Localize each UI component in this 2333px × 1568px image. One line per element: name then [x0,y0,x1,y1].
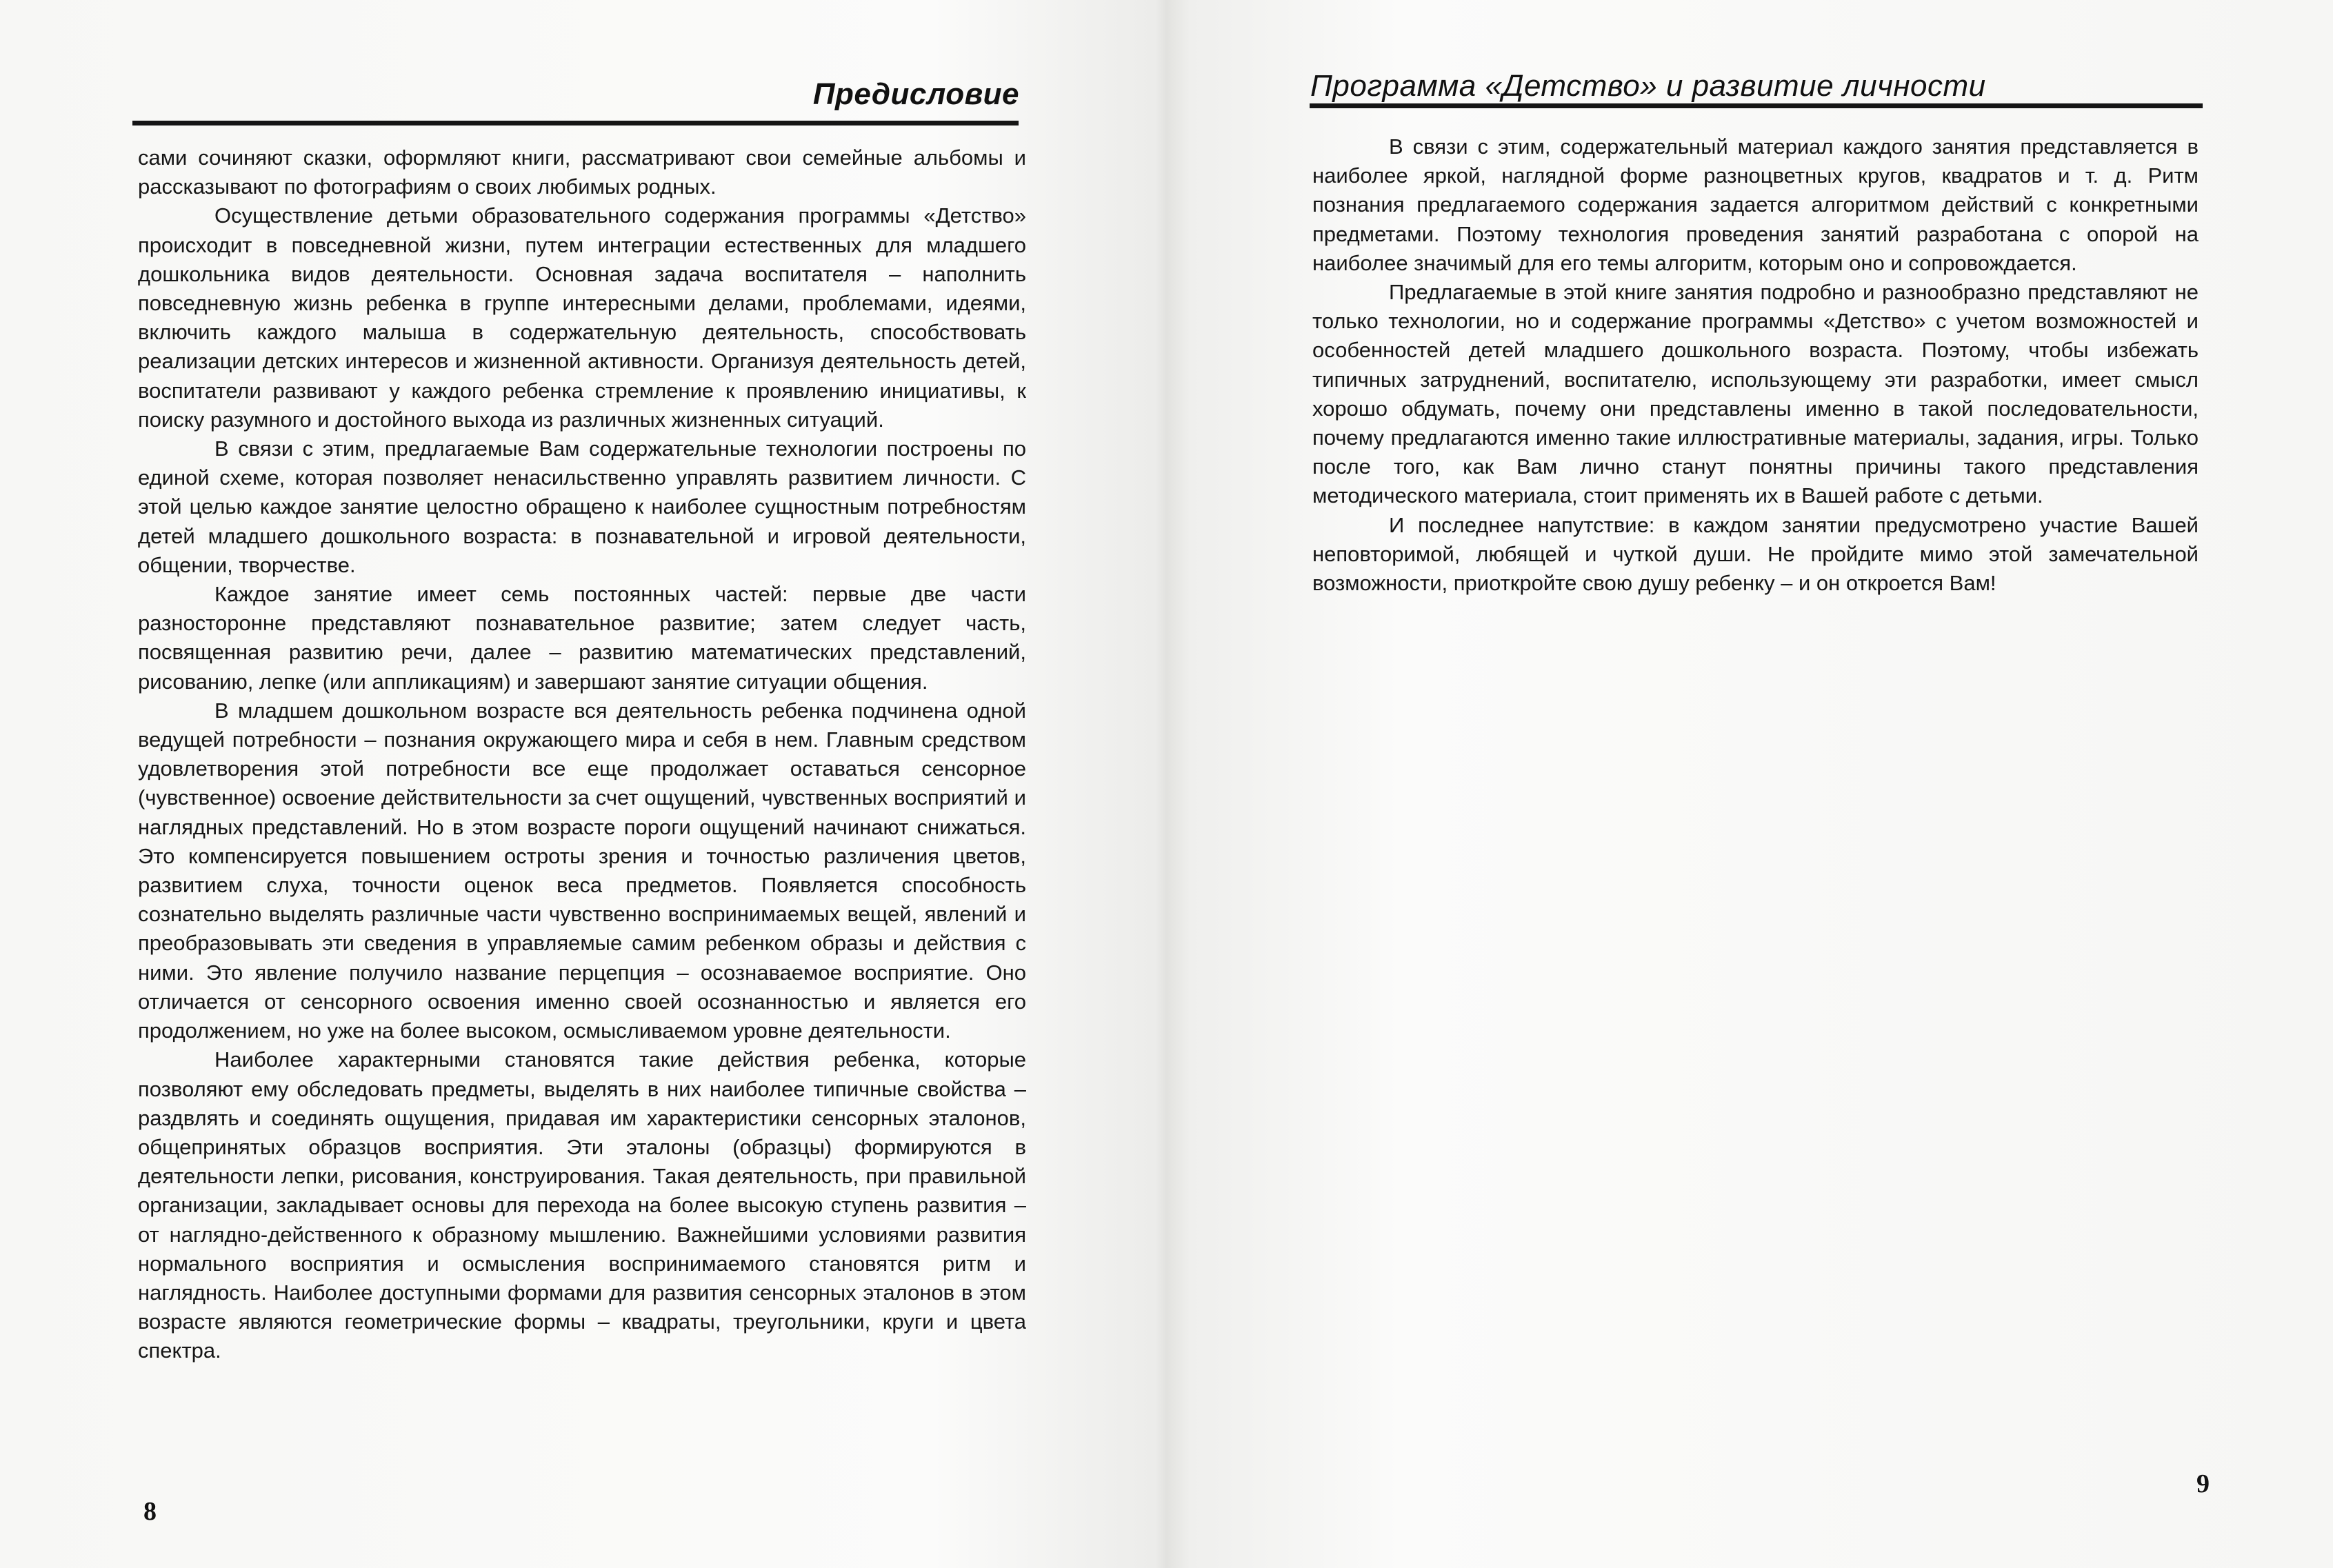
header-rule-left [132,121,1019,125]
left-page [0,0,1165,1568]
paragraph: В младшем дошкольном возрасте вся деятельность ребенка подчинена одной ведущей потребности – познания окружающего мира и себя в нем. Главным средством удовлетворения этой потребности все еще продолжает оставаться сенсорное (чувственное) освоение действительности за счет ощущений, чувственных восприятий и наглядных представлений. Но в этом возрасте пороги ощущений начинают снижаться. Это компенсируется повышением остроты зрения и точностью различения цветов, развитием слуха, точности оценок веса предметов. Появляется способность сознательно выделять различные части чувственно воспринимаемых вещей, явлений и преобразовывать эти сведения в управляемые самим ребенком образы и действия с ними. Это явление получило название перцепция – осознаваемое восприятие. Оно отличается от сенсорного освоения именно своей осознанностью и является его продолжением, но уже на более высоком, осмысливаемом уровне деятельности. [138,698,1026,1043]
header-rule-right [1310,103,2203,108]
paragraph: Предлагаемые в этой книге занятия подробно и разнообразно представляют не только технологии, но и содержание программы «Детство» с учетом возможностей и особенностей детей младшего дошкольного возраста. Поэтому, чтобы избежать типичных затруднений, воспитателю, использующему эти разработки, имеет смысл хорошо обдумать, почему они представлены именно в такой последовательности, почему предлагаются именно такие иллюстративные материалы, задания, игры. Только после того, как Вам лично станут понятны причины такого представления методического материала, стоит применять их в Вашей работе с детьми. [1312,280,2199,508]
paragraph: И последнее напутствие: в каждом занятии предусмотрено участие Вашей неповторимой, любящей и чуткой души. Не пройдите мимо этой замечательной возможности, приоткройте свою душу ребенку – и он откроется Вам! [1312,512,2199,596]
running-head-right: Программа «Детство» и развитие личности [1310,69,1986,103]
page-number-right: 9 [2196,1469,2210,1498]
paragraph: сами сочиняют сказки, оформляют книги, рассматривают свои семейные альбомы и рассказывают по фотографиям о своих любимых родных. [138,145,1026,199]
right-page [1167,0,2333,1568]
paragraph: Каждое занятие имеет семь постоянных частей: первые две части разносторонне представляют познавательное развитие; затем следует часть, посвященная развитию речи, далее – развитию математических представлений, рисованию, лепке (или аппликациям) и завершают занятие ситуации общения. [138,582,1026,694]
running-head-left: Предисловие [812,77,1019,111]
paragraph: Осуществление детьми образовательного содержания программы «Детство» происходит в повседневной жизни, путем интеграции естественных для младшего дошкольника видов деятельности. Основная задача воспитателя – наполнить повседневную жизнь ребенка в группе интересными делами, проблемами, идеями, включить каждого малыша в содержательную деятельность, способствовать реализации детских интересов и жизненной активности. Организуя деятельность детей, воспитатели развивают у каждого ребенка стремление к проявлению инициативы, к поиску разумного и достойного выхода из различных жизненных ситуаций. [138,203,1026,432]
right-page-text [1312,132,2199,598]
left-page-text [138,143,1026,1366]
page-number-left: 8 [143,1497,157,1526]
paragraph: В связи с этим, предлагаемые Вам содержательные технологии построены по единой схеме, которая позволяет ненасильственно управлять развитием личности. С этой целью каждое занятие целостно обращено к наиболее сущностным потребностям детей младшего дошкольного возраста: в познавательной и игровой деятельности, общении, творчестве. [138,436,1026,577]
paragraph: Наиболее характерными становятся такие действия ребенка, которые позволяют ему обследовать предметы, выделять в них наиболее типичные свойства – раздвлять и соединять ощущения, придавая им характеристики сенсорных эталонов, общепринятых образцов восприятия. Эти эталоны (образцы) формируются в деятельности лепки, рисования, конструирования. Такая деятельность, при правильной организации, закладывает основы для перехода на более высокую ступень развития – от наглядно-действенного к образному мышлению. Важнейшими условиями развития нормального восприятия и осмысления воспринимаемого становятся ритм и наглядность. Наиболее доступными формами для развития сенсорных эталонов в этом возрасте являются геометрические формы – квадраты, треугольники, круги и цвета спектра. [138,1047,1026,1363]
paragraph: В связи с этим, содержательный материал каждого занятия представляется в наиболее яркой, наглядной форме разноцветных кругов, квадратов и т. д. Ритм познания предлагаемого содержания задается алгоритмом действий с конкретными предметами. Поэтому технология проведения занятий разработана с опорой на наиболее значимый для его темы алгоритм, которым оно и сопровождается. [1312,134,2199,275]
